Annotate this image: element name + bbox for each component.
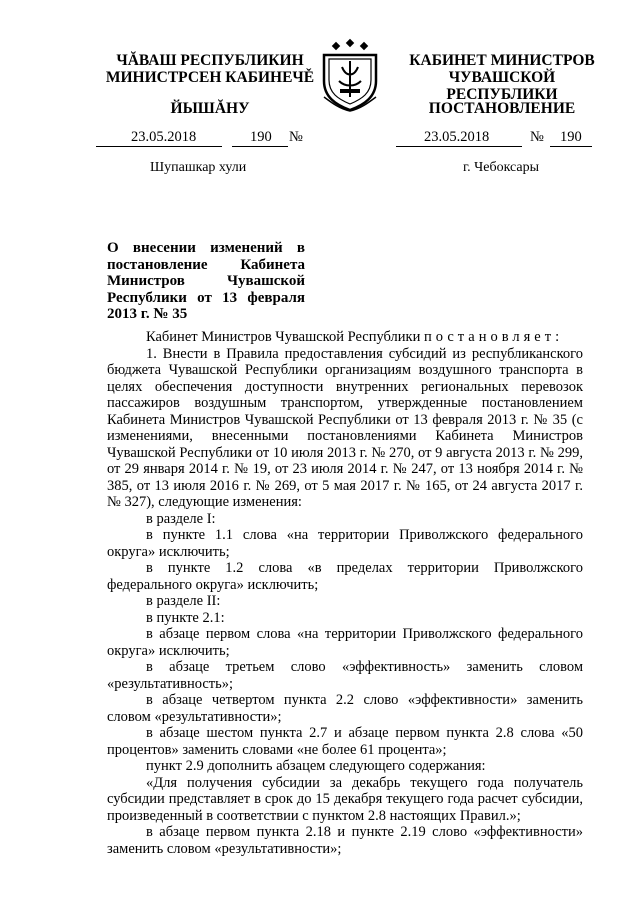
header-left-title: ЙЫШĂНУ [170,100,250,117]
body-paragraph: в абзаце первом пункта 2.18 и пункте 2.19 слово «эффективности» заменить словом «результативности»; [107,824,583,857]
body-paragraph: в разделе I: [146,510,216,527]
body-paragraph: в абзаце шестом пункта 2.7 и абзаце первом пункта 2.8 слова «50 процентов» заменить словами «не более 61 процента»; [107,725,583,758]
right-number: 190 [560,129,582,145]
left-date-underline [96,146,222,147]
right-date-underline [396,146,522,147]
header-left-line2: МИНИСТРСЕН КАБИНЕЧĚ [105,69,315,86]
intro-text: Кабинет Министров Чувашской Республики [146,329,421,345]
right-number-underline [550,146,592,147]
body-paragraph: пункт 2.9 дополнить абзацем следующего содержания: [146,758,486,774]
right-date: 23.05.2018 [424,129,490,145]
chuvash-emblem-icon [320,37,380,113]
header-right-title: ПОСТАНОВЛЕНИЕ [428,100,576,117]
right-number-sign: № [530,129,544,145]
header-right-line1: КАБИНЕТ МИНИСТРОВ [409,52,595,69]
right-place: г. Чебоксары [463,160,540,175]
body-paragraph: в пункте 1.1 слова «на территории Приволжского федерального округа» исключить; [107,527,583,560]
document-subject: О внесении изменений в постановление Кабинета Министров Чувашской Республики от 13 февраля 2013 г. № 35 [107,240,305,322]
document-body [107,329,583,857]
intro-paragraph [107,329,583,346]
left-number-sign: № [289,129,303,145]
header-left-org [100,52,320,86]
body-paragraph: в пункте 1.2 слова «в пределах территории Приволжского федерального округа» исключить; [107,560,583,593]
body-paragraph: в пункте 2.1: [146,609,225,626]
intro-verb: постановляет: [423,329,564,345]
body-paragraph: в абзаце третьем слово «эффективность» заменить словом «результативность»; [107,659,583,692]
left-date: 23.05.2018 [131,129,197,145]
body-paragraph: 1. Внести в Правила предоставления субсидий из республиканского бюджета Чувашской Республики организациям воздушного транспорта в целях обеспечения доступности внутренних региональных перевозок пассажиров воздушным транспортом, утвержденные постановлением Кабинета Министров Чувашской Республики от 13 февраля 2013 г. № 35 (с изменениями, внесенными постановлениями Кабинета Министров Чувашской Республики от 10 июля 2013 г. № 270, от 9 августа 2013 г. № 299, от 29 января 2014 г. № 19, от 23 июля 2014 г. № 247, от 13 ноября 2014 г. № 385, от 13 июля 2016 г. № 269, от 5 мая 2017 г. № 165, от 24 августа 2017 г. № 327), следующие изменения: [107,345,583,510]
header-right-line2: ЧУВАШСКОЙ РЕСПУБЛИКИ [446,69,558,103]
body-paragraph: в разделе II: [146,593,221,609]
left-number: 190 [250,129,272,145]
body-paragraph: в абзаце четвертом пункта 2.2 слово «эффективности» заменить словом «результативности»; [107,692,583,725]
body-paragraph: в абзаце первом слова «на территории Приволжского федерального округа» исключить; [107,626,583,659]
header-right-org [392,52,612,103]
left-place: Шупашкар хули [150,160,247,175]
left-number-underline [232,146,288,147]
body-paragraph: «Для получения субсидии за декабрь текущего года получатель субсидии представляет в срок до 15 декабря текущего года расчет субсидии, произведенный в соответствии с пунктом 2.8 настоящих Правил.»; [107,774,583,824]
header-left-line1: ЧĂВАШ РЕСПУБЛИКИН [116,52,304,69]
